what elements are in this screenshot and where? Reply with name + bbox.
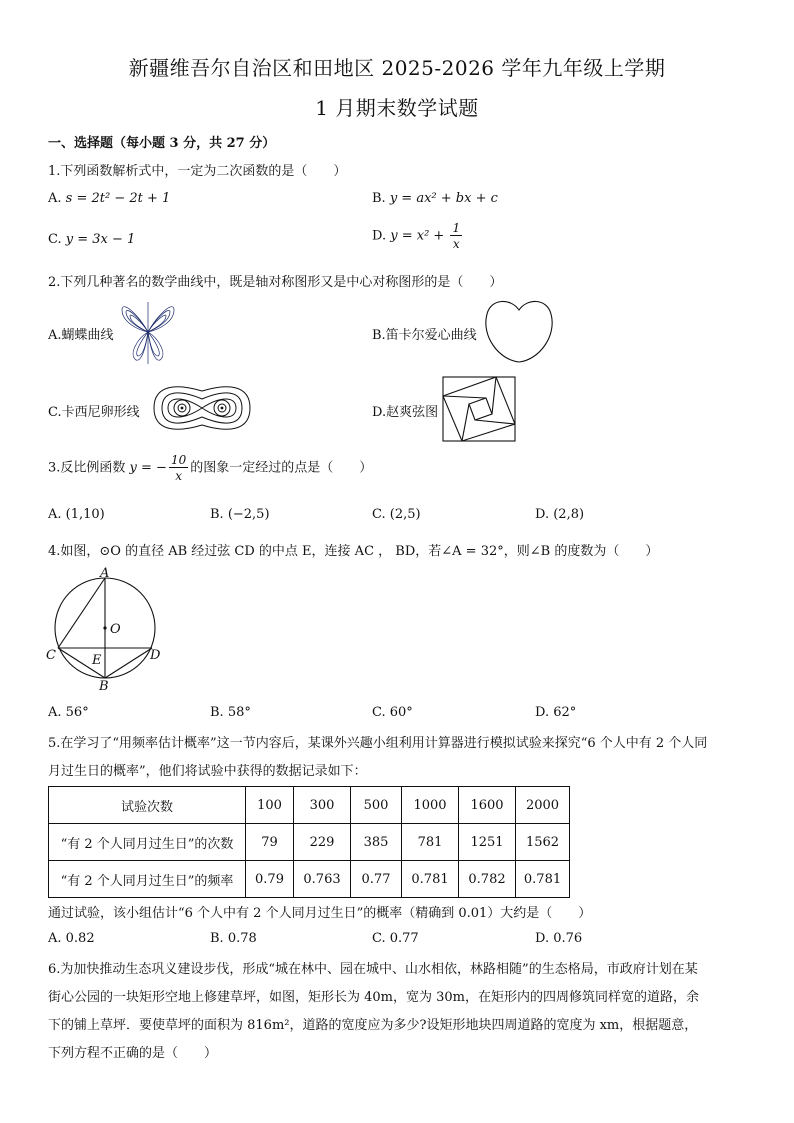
q1-a-label: A. (48, 191, 62, 206)
table-cell: 0.77 (351, 861, 402, 898)
q6-line3: 下的铺上草坪．要使草坪的面积为 816m²，道路的宽度应为多少?设矩形地块四周道路的宽度为 xm，根据题意， (48, 1018, 698, 1033)
q1-option-b (372, 191, 498, 206)
q1-d-numerator: 1 (452, 221, 461, 235)
q1-option-c (48, 232, 135, 247)
table-row (49, 787, 570, 824)
page-title: 新疆维吾尔自治区和田地区 2025-2026 学年九年级上学期 (128, 56, 666, 80)
q3-stem-post: 的图象一定经过的点是（ ） (190, 460, 373, 476)
q4-stem: 4.如图，⊙O 的直径 AB 经过弦 CD 的中点 E，连接 AC ， BD，若∠A = 32°，则∠B 的度数为（ ） (48, 544, 659, 559)
cassini-oval-figure (148, 377, 256, 439)
table-cell: 300 (294, 787, 351, 824)
q1-a-expr: s = 2t² − 2t + 1 (65, 191, 171, 206)
q1-d-fraction (450, 222, 462, 250)
q2-option-a: A.蝴蝶曲线 (48, 328, 114, 343)
q1-b-label: B. (372, 191, 386, 206)
q5-stem-line1: 5.在学习了“用频率估计概率”这一节内容后，某课外兴趣小组利用计算器进行模拟试验来探究“6 个人中有 2 个人同 (48, 736, 708, 751)
zhaoshuang-chord-figure (440, 374, 518, 444)
center-point-o (103, 626, 106, 629)
table-cell: 0.781 (402, 861, 459, 898)
table-cell: 1600 (459, 787, 516, 824)
table-cell: 0.782 (459, 861, 516, 898)
table-cell: 385 (351, 824, 402, 861)
q1-d-expr: y = x² + (390, 228, 449, 244)
q4-option-c: C. 60° (372, 705, 413, 720)
heart-curve-figure (481, 296, 557, 366)
q5-option-b: B. 0.78 (210, 931, 257, 946)
q3-option-b: B. (−2,5) (210, 507, 270, 522)
table-cell: 1251 (459, 824, 516, 861)
q2-option-d: D.赵爽弦图 (372, 405, 439, 420)
table-cell: 100 (246, 787, 294, 824)
q1-d-label: D. (372, 228, 387, 244)
table-cell: 781 (402, 824, 459, 861)
q6-line4: 下列方程不正确的是（ ） (48, 1046, 218, 1061)
q2-option-b: B.笛卡尔爱心曲线 (372, 328, 477, 343)
table-cell: 1562 (516, 824, 570, 861)
row-header-counts: “有 2 个人同月过生日”的次数 (49, 824, 246, 861)
q5-option-a: A. 0.82 (48, 931, 95, 946)
label-d: D (150, 648, 161, 663)
q3-function: y = − (129, 460, 167, 476)
q3-denominator: x (175, 469, 182, 483)
q1-c-label: C. (48, 232, 62, 247)
q4-option-d: D. 62° (535, 705, 577, 720)
q4-option-a: A. 56° (48, 705, 89, 720)
table-cell: 1000 (402, 787, 459, 824)
table-cell: 500 (351, 787, 402, 824)
row-header-trials: 试验次数 (49, 787, 246, 824)
q1-option-d (372, 222, 464, 250)
q1-b-expr: y = ax² + bx + c (389, 191, 498, 206)
circle-geometry-figure (44, 566, 174, 694)
table-row (49, 824, 570, 861)
q5-stem-line2: 月过生日的概率”，他们将试验中获得的数据记录如下： (48, 764, 367, 779)
q1-d-denominator: x (452, 237, 460, 251)
q5-option-c: C. 0.77 (372, 931, 419, 946)
page-subtitle: 1 月期末数学试题 (315, 96, 479, 120)
label-c: C (46, 648, 56, 663)
label-o: O (110, 622, 121, 637)
q5-data-table (48, 786, 570, 898)
q1-stem: 1.下列函数解析式中，一定为二次函数的是（ ） (48, 164, 347, 179)
table-cell: 229 (294, 824, 351, 861)
table-cell: 79 (246, 824, 294, 861)
q1-option-a (48, 191, 170, 206)
section-heading: 一、选择题（每小题 3 分，共 27 分） (48, 136, 276, 151)
q2-stem: 2.下列几种著名的数学曲线中，既是轴对称图形又是中心对称图形的是（ ） (48, 275, 503, 290)
q3-fraction (169, 454, 188, 482)
q6-line1: 6.为加快推动生态巩义建设步伐，形成“城在林中、园在城中、山水相依，林路相随”的生态格局，市政府计划在某 (48, 962, 698, 977)
label-b: B (99, 679, 109, 694)
row-header-freqs: “有 2 个人同月过生日”的频率 (49, 861, 246, 898)
q3-stem (48, 454, 372, 482)
butterfly-curve-figure (118, 296, 178, 368)
q3-option-a: A. (1,10) (48, 507, 105, 522)
table-cell: 2000 (516, 787, 570, 824)
table-cell: 0.781 (516, 861, 570, 898)
q3-option-d: D. (2,8) (535, 507, 585, 522)
q5-follow-up: 通过试验，该小组估计“6 个人中有 2 个人同月过生日”的概率（精确到 0.01）大约是（ ） (48, 906, 592, 921)
q6-line2: 街心公园的一块矩形空地上修建草坪，如图，矩形长为 40m，宽为 30m，在矩形内的四周修筑同样宽的道路，余 (48, 990, 700, 1005)
label-e: E (92, 653, 102, 668)
q2-option-c: C.卡西尼卵形线 (48, 405, 140, 420)
q4-option-b: B. 58° (210, 705, 251, 720)
table-cell: 0.763 (294, 861, 351, 898)
q3-option-c: C. (2,5) (372, 507, 421, 522)
q3-stem-pre: 3.反比例函数 (48, 460, 126, 476)
q5-option-d: D. 0.76 (535, 931, 583, 946)
label-a: A (100, 566, 110, 581)
table-cell: 0.79 (246, 861, 294, 898)
q1-c-expr: y = 3x − 1 (65, 232, 136, 247)
q3-numerator: 10 (170, 453, 187, 467)
table-row (49, 861, 570, 898)
